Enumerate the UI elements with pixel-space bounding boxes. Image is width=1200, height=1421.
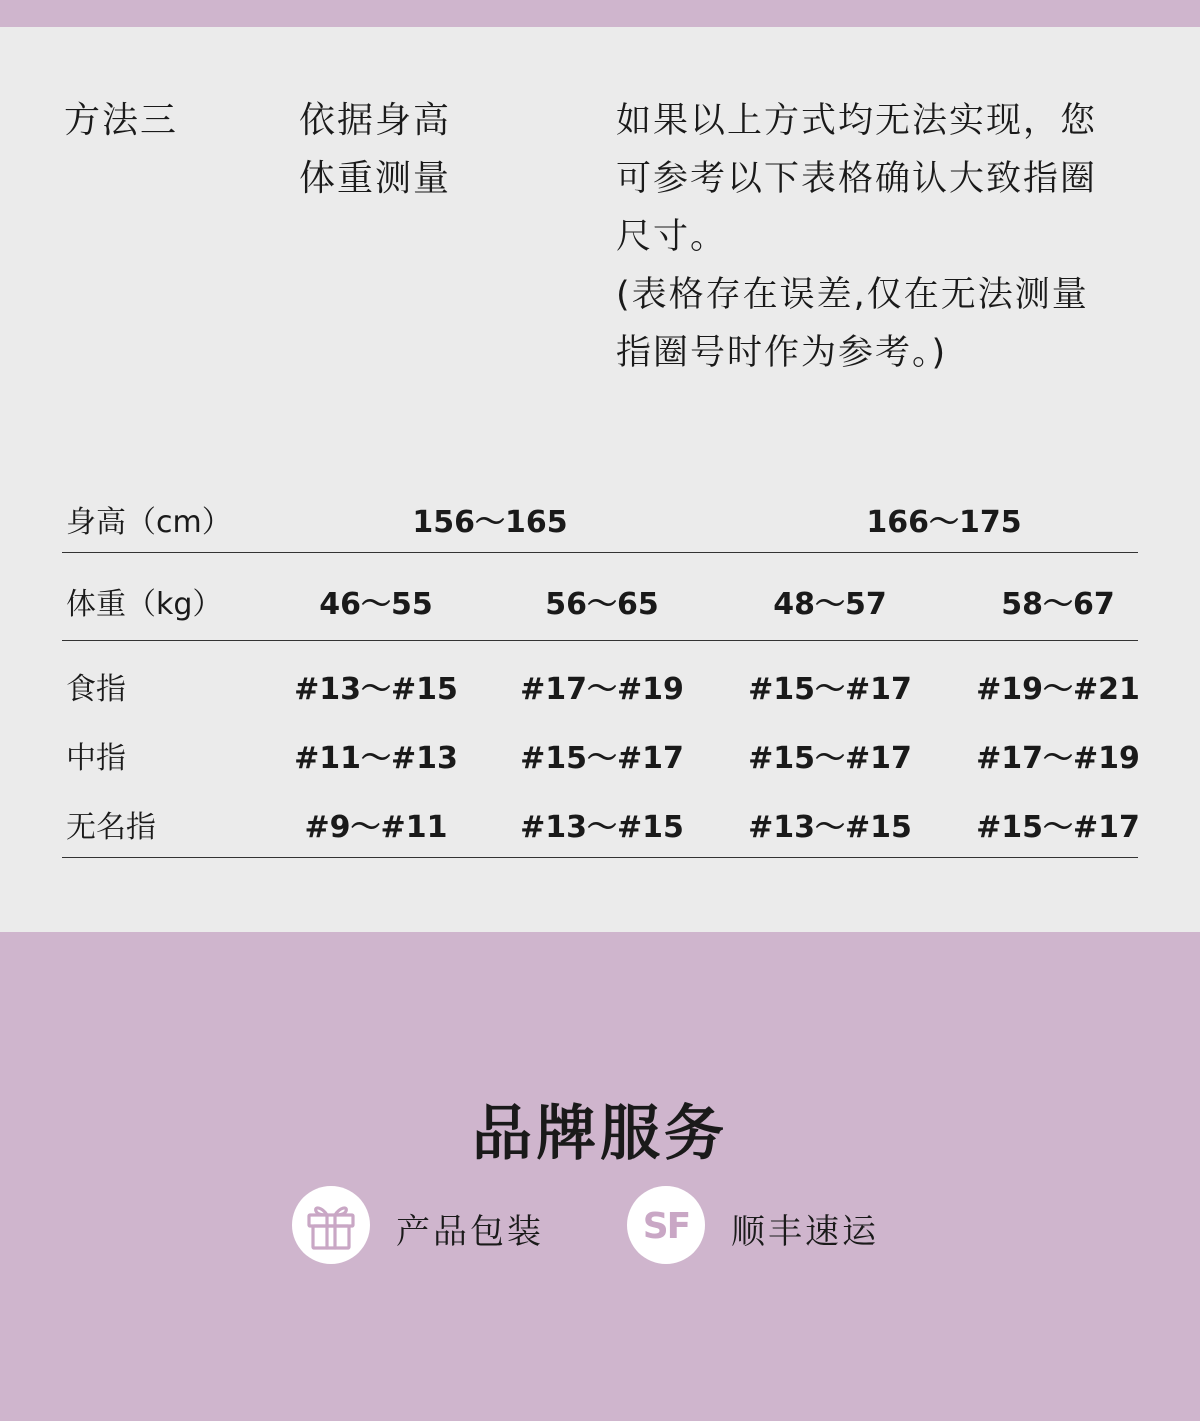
table-divider bbox=[62, 552, 1138, 553]
ring-size: #9～#11 bbox=[304, 810, 448, 845]
ring-size: #17～#19 bbox=[520, 672, 684, 707]
weight-range: 56～65 bbox=[545, 587, 659, 622]
method-name bbox=[299, 92, 499, 208]
weight-range: 48～57 bbox=[773, 587, 887, 622]
method-label: 方法三 bbox=[64, 100, 179, 141]
table-divider bbox=[62, 640, 1138, 641]
brand-services-title: 品牌服务 bbox=[472, 1099, 728, 1169]
method-description-line: 如果以上方式均无法实现，您 bbox=[616, 101, 1098, 141]
method-description-line: 尺寸。 bbox=[616, 217, 728, 257]
ring-size: #11～#13 bbox=[294, 741, 458, 776]
sf-icon-text: SF bbox=[642, 1206, 690, 1247]
ring-size: #15～#17 bbox=[748, 672, 912, 707]
service-sf-express bbox=[627, 1186, 907, 1266]
height-range: 156～165 bbox=[412, 505, 568, 540]
ring-size: #15～#17 bbox=[748, 741, 912, 776]
finger-label: 食指 bbox=[66, 672, 126, 707]
ring-size: #19～#21 bbox=[976, 672, 1140, 707]
method-name-line: 体重测量 bbox=[299, 158, 452, 199]
service-label: 产品包装 bbox=[396, 1212, 544, 1252]
method-description-line: 指圈号时作为参考。) bbox=[616, 333, 948, 373]
weight-range: 46～55 bbox=[319, 587, 433, 622]
gift-icon bbox=[292, 1186, 370, 1264]
height-label: 身高（cm） bbox=[66, 505, 232, 540]
ring-size: #17～#19 bbox=[976, 741, 1140, 776]
method-description-line: 可参考以下表格确认大致指圈 bbox=[616, 159, 1098, 199]
weight-label: 体重（kg） bbox=[66, 587, 223, 622]
ring-size: #13～#15 bbox=[748, 810, 912, 845]
ring-size: #13～#15 bbox=[294, 672, 458, 707]
method-description-line: (表格存在误差,仅在无法测量 bbox=[616, 275, 1089, 315]
service-packaging bbox=[292, 1186, 562, 1266]
finger-label: 中指 bbox=[66, 741, 126, 776]
top-strip bbox=[0, 0, 1200, 27]
finger-label: 无名指 bbox=[66, 810, 156, 845]
height-range: 166～175 bbox=[866, 505, 1022, 540]
method-description bbox=[616, 92, 1146, 382]
ring-size: #13～#15 bbox=[520, 810, 684, 845]
weight-range: 58～67 bbox=[1001, 587, 1115, 622]
service-label: 顺丰速运 bbox=[731, 1212, 879, 1252]
table-divider bbox=[62, 857, 1138, 858]
method-name-line: 依据身高 bbox=[299, 100, 452, 141]
ring-size: #15～#17 bbox=[976, 810, 1140, 845]
sf-express-icon bbox=[627, 1186, 705, 1264]
ring-size: #15～#17 bbox=[520, 741, 684, 776]
